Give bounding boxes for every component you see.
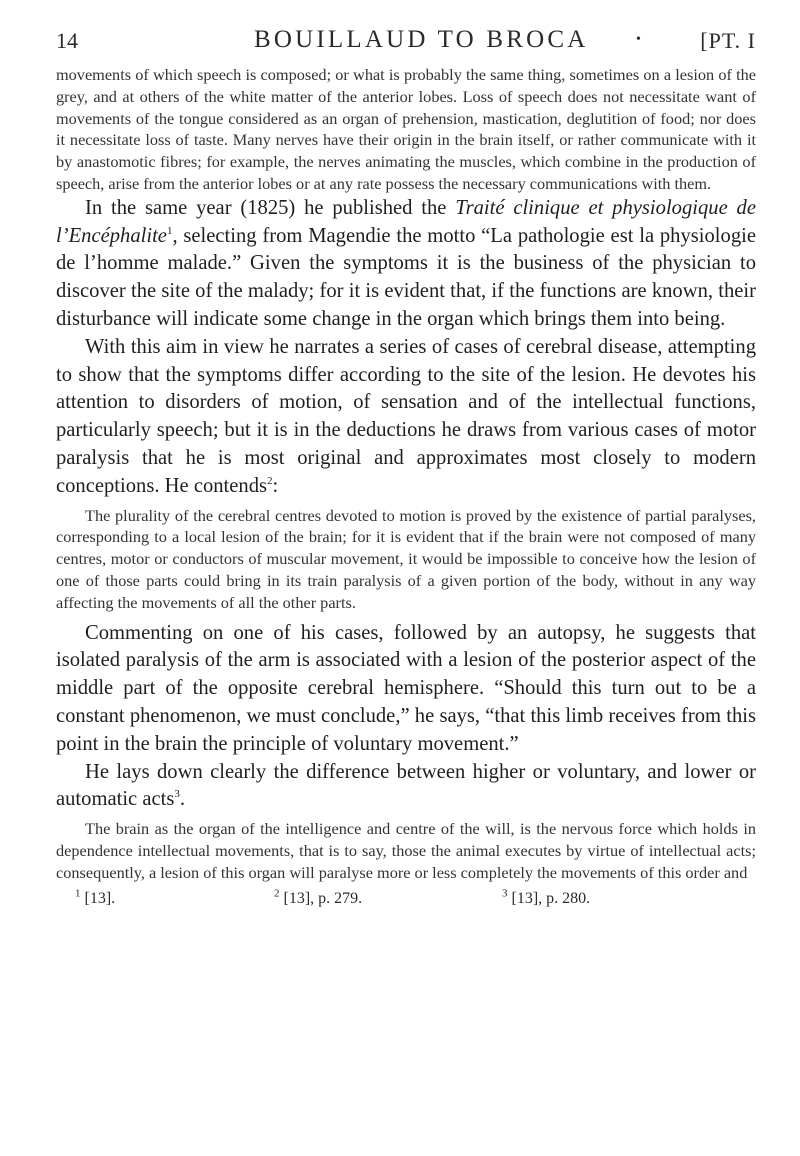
paragraph-voluntary <box>56 759 756 815</box>
running-head <box>56 26 756 64</box>
footnote-1 <box>75 887 116 908</box>
block-quote-plurality: The plurality of the cerebral centres devoted to motion is proved by the existence of partial paralyses, corresponding to a local lesion of the brain; for it is evident that if the brain were not composed of many centres, motor or conductors of muscular movement, it would be impossible to conceive how the lesion of one of those parts could bring in its train paralysis of a given portion of the body, without in any way affecting the movements of all the other parts. <box>56 505 756 612</box>
footnote-text: [13], p. 280. <box>511 889 591 907</box>
footnote-ref[interactable]: 3 <box>174 788 180 801</box>
footnote-mark: 3 <box>502 887 508 900</box>
running-title: BOUILLAUD TO BROCA <box>254 26 589 53</box>
footnotes <box>56 887 756 912</box>
paragraph-cases <box>56 334 756 501</box>
book-page <box>56 26 756 912</box>
footnote-mark: 1 <box>75 887 81 900</box>
text-segment: . <box>179 788 186 811</box>
paragraph-autopsy: Commenting on one of his cases, followed by an autopsy, he suggests that isolated paralysis of the arm is associated with a lesion of the posterior aspect of the middle part of the opposite cerebral hemisphere. “Should this turn out to be a constant phenomenon, we must conclude,” he says, “that this limb receives from this point in the brain the principle of voluntary movement.” <box>56 621 756 755</box>
footnote-mark: 2 <box>274 887 280 900</box>
block-quote-brain: The brain as the organ of the intelligence and centre of the will, is the nervous force which holds in dependence intellectual movements, that is to say, those the animal executes by virtue of intellectual acts; consequently, a lesion of this organ will paralyse more or less completely the movements of this order and <box>56 819 756 882</box>
text-segment: : <box>272 474 279 497</box>
part-label: [PT. I <box>700 28 756 53</box>
text-segment: With this aim in view he narrates a series of cases of cerebral disease, attempting to show that the symptoms differ according to the site of the lesion. He devotes his attention to disorders of motion, of sensation and of the intellectual functions, particularly speech; but it is in the deductions he draws from various cases of motor paralysis that he is most original and approximates most closely to modern conceptions. He contends <box>56 335 756 497</box>
paragraph-continued: movements of which speech is composed; or what is probably the same thing, sometimes on a lesion of the grey, and at others of the white matter of the anterior lobes. Loss of speech does not necessitate want of movements of the tongue considered as an organ of prehension, mastication, deglutition of food; nor does it necessitate loss of taste. Many nerves have their origin in the brain itself, or rather communicate with it by anastomotic fibres; for example, the nerves animating the muscles, which combine in the production of speech, arise from the anterior lobes or at any rate possess the necessary communications with them. <box>56 65 756 193</box>
footnote-text: [13]. <box>84 889 116 907</box>
footnote-2 <box>274 887 363 908</box>
ornament-mark: • <box>636 32 641 47</box>
footnote-ref[interactable]: 1 <box>166 224 173 237</box>
page-number: 14 <box>56 28 78 53</box>
text-segment: In the same year (1825) he published the <box>85 196 456 219</box>
footnote-ref[interactable]: 2 <box>267 474 273 487</box>
footnote-3 <box>502 887 591 908</box>
footnote-text: [13], p. 279. <box>283 889 363 907</box>
book-title: Traité clinique et physiologique de l’Encéphalite <box>56 196 756 247</box>
paragraph-encephalite <box>56 195 756 334</box>
text-segment: He lays down clearly the difference between higher or voluntary, and lower or automatic acts <box>56 760 756 811</box>
text-segment: , selecting from Magendie the motto “La pathologie est la physiologie de l’homme malade.” Given the symptoms it is the business of the physician to discover the site of the malady; for it is evident that, if the functions are known, their disturbance will indicate some change in the organ which brings them into being. <box>56 224 756 330</box>
